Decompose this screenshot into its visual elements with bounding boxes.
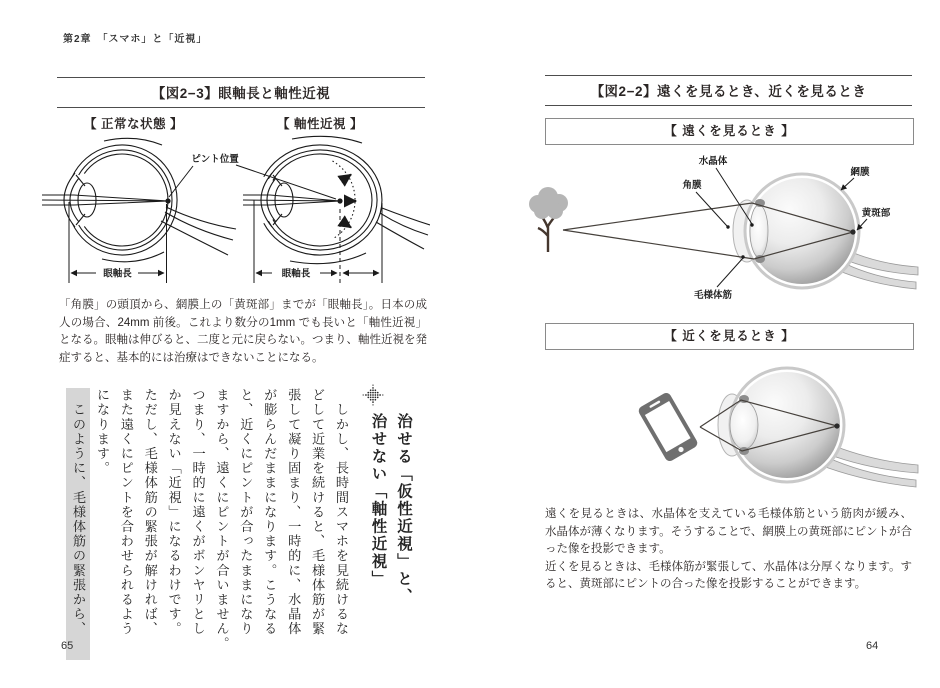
figure-2-3-title: 【図2−3】眼軸長と軸性近視 <box>57 77 425 108</box>
tree-icon <box>529 187 568 252</box>
smartphone-icon <box>637 391 699 463</box>
macula-point-far <box>850 229 855 234</box>
figure-2-2-title: 【図2−2】遠くを見るとき、近くを見るとき <box>545 75 912 106</box>
retina-label: 網膜 <box>850 167 870 178</box>
caption-near-paragraph: 近くを見るときは、毛様体筋が緊張して、水晶体は分厚くなります。すると、黄斑部にピントの合った像を投影することができます。 <box>545 560 912 591</box>
body-column: また遠くにピントを合わせられるよう <box>118 388 134 637</box>
chapter-header: 第2章 「スマホ」と「近視」 <box>63 34 208 45</box>
body-column-highlighted: このように、毛様体筋の緊張から、 <box>66 388 90 660</box>
body-column: つまり、一時的に遠くがボンヤリとし <box>190 388 206 637</box>
body-column: が膨らんだままになります。こうなる <box>262 388 278 637</box>
body-column: になります。 <box>94 388 110 476</box>
far-vision-diagram <box>520 146 920 318</box>
vertical-text-section <box>60 388 416 660</box>
body-column: どして近業を続けると、毛様体筋が緊 <box>310 388 326 637</box>
ciliary-muscle-label: 毛様体筋 <box>693 290 733 301</box>
page-number-left: 65 <box>61 640 74 652</box>
body-column: 張して凝り固まり、一時的に、水晶体 <box>286 388 302 637</box>
body-column: ただし、毛様体筋の緊張が解ければ、 <box>142 388 158 637</box>
label-axial-myopia: 【 軸性近視 】 <box>277 117 363 131</box>
section-heading-line2: 治せない「軸性近視」 <box>369 413 387 588</box>
focus-position-label: ピント位置 <box>191 154 239 165</box>
axis-length-label-normal: 眼軸長 <box>103 268 132 280</box>
myopic-eye-drawing <box>243 136 430 283</box>
eyeball-near <box>718 367 918 488</box>
body-column: しかし、長時間スマホを見続けるな <box>334 388 349 637</box>
macula-label: 黄斑部 <box>861 208 891 219</box>
box-label-looking-near: 【 近くを見るとき 】 <box>545 323 914 350</box>
figure-2-3-caption: 「角膜」の頭頂から、網膜上の「黄斑部」までが「眼軸長」。日本の成人の場合、24mm 前後。これより数分の1mm でも長いと「軸性近視」となる。眼軸は伸びると、二度と元に戻らない。つまり、軸性近視を発症すると、基本的には治療はできないことになる。 <box>59 299 427 364</box>
body-column: ますから、遠くにピントが合いません。 <box>214 388 230 651</box>
figure-2-2-caption <box>545 506 912 594</box>
body-column: と、近くにピントが合ったままになり <box>238 388 254 637</box>
section-heading-line1: 治せる「仮性近視」と、 <box>395 413 412 606</box>
page-number-right: 64 <box>866 640 879 652</box>
macula-point-near <box>834 423 839 428</box>
eye-lineart-diagram <box>40 133 430 293</box>
body-column: か見えない「近視」になるわけです。 <box>166 388 182 637</box>
cornea-label: 角膜 <box>682 180 702 191</box>
focus-leader-lines <box>169 165 336 199</box>
eyeball-far <box>733 173 918 290</box>
caption-far-paragraph: 遠くを見るときは、水晶体を支えている毛様体筋という筋肉が緩み、水晶体が薄くなります。そうすることで、網膜上の黄斑部にピントが合った像を投影できます。 <box>545 508 912 556</box>
near-vision-diagram <box>540 353 920 503</box>
label-normal-state: 【 正常な状態 】 <box>84 117 183 131</box>
box-label-looking-far: 【 遠くを見るとき 】 <box>545 118 914 145</box>
lens-label: 水晶体 <box>698 156 728 167</box>
axis-length-label-myopia: 眼軸長 <box>281 268 311 280</box>
